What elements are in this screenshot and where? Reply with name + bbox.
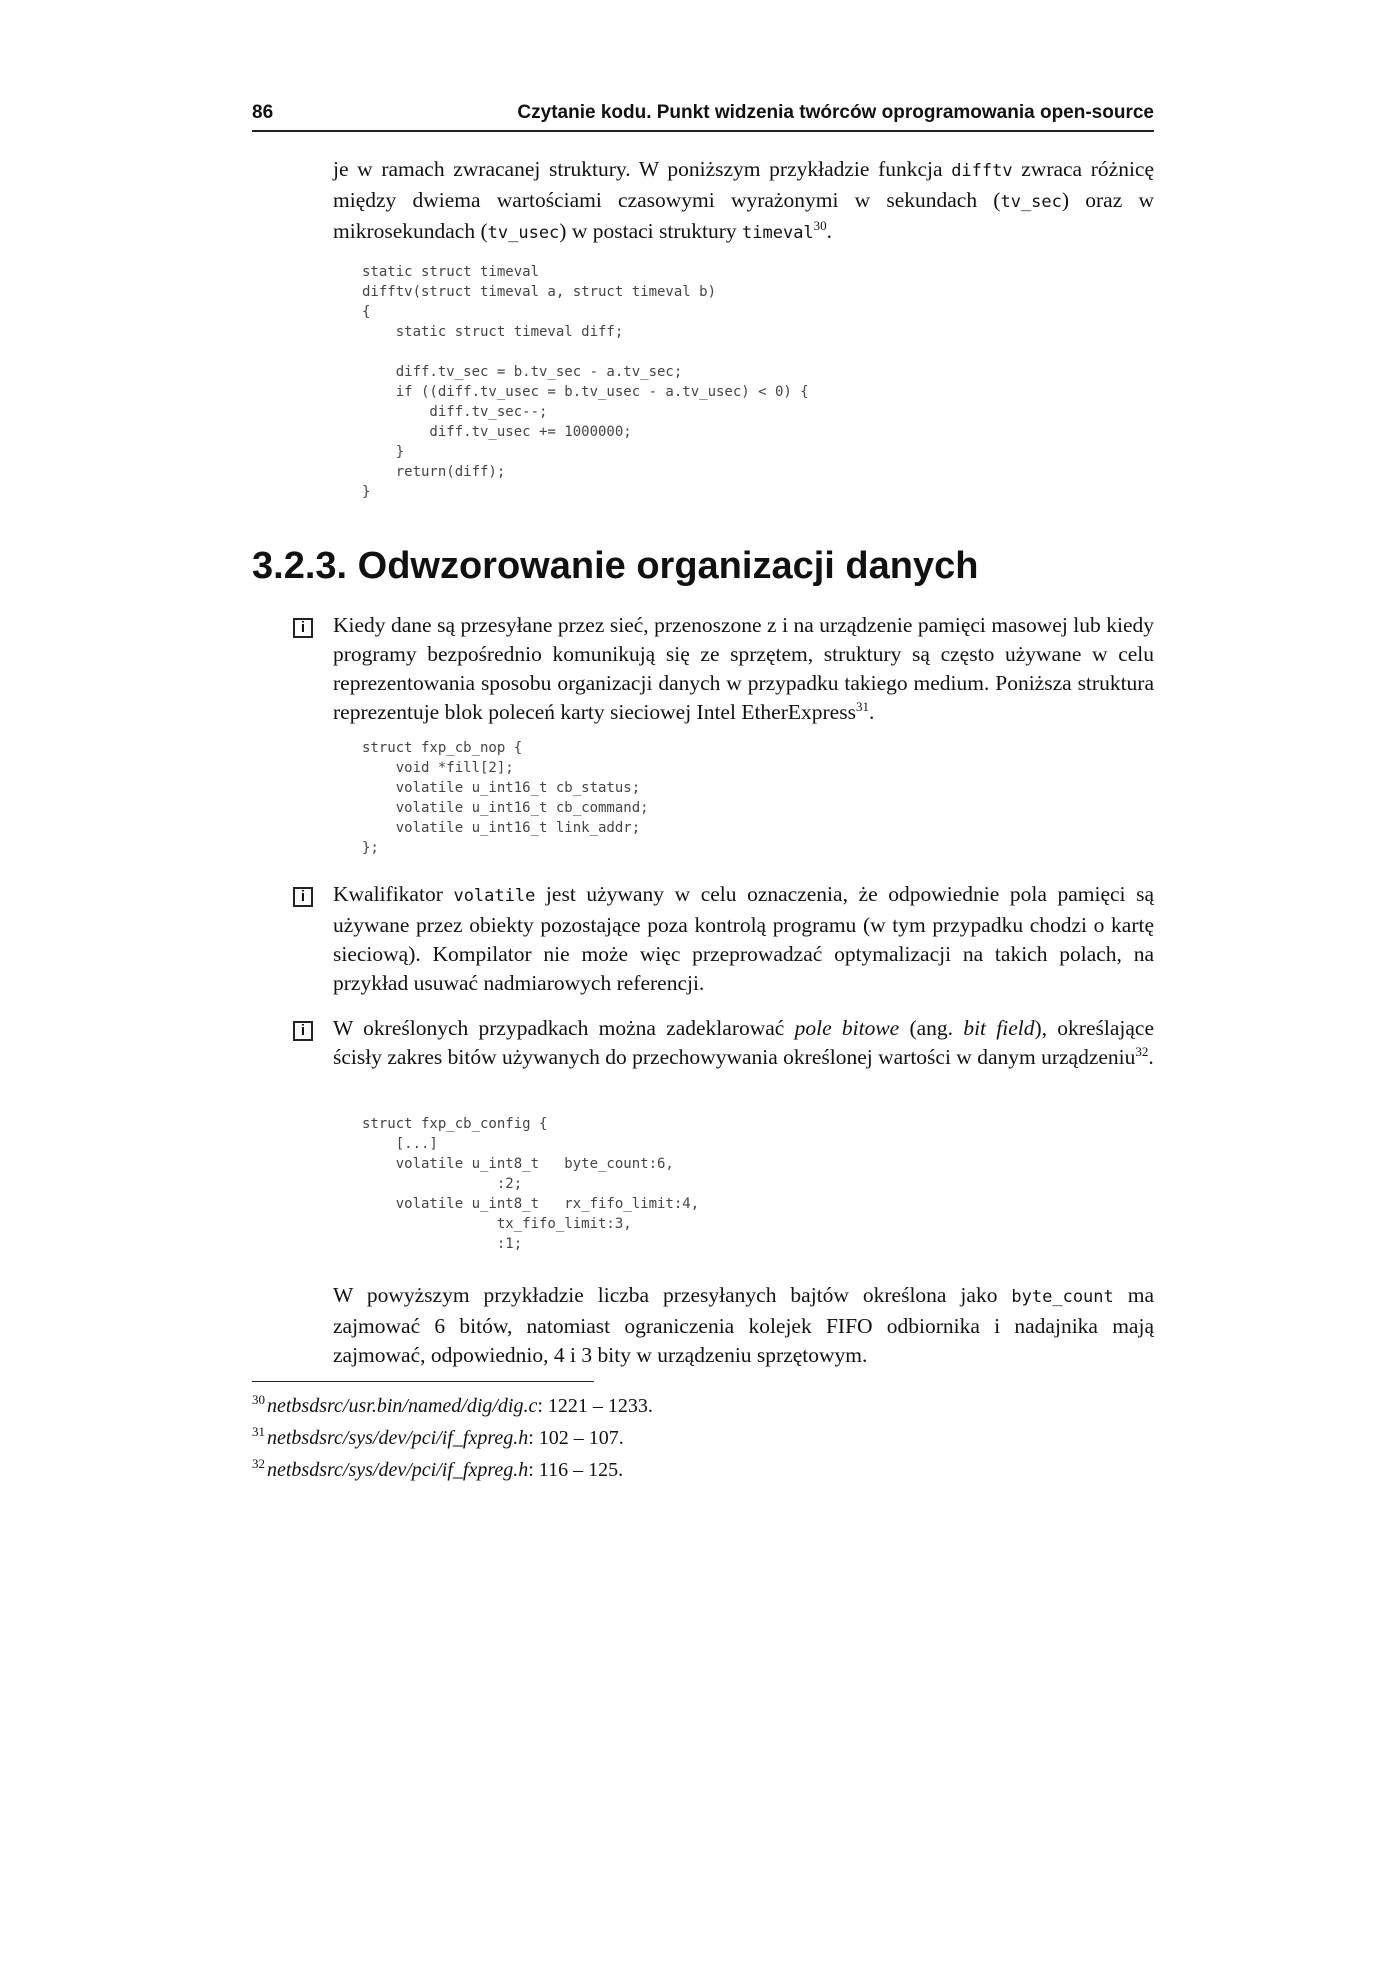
- footnote-ref: 32: [1135, 1043, 1149, 1059]
- inline-code: tv_usec: [487, 223, 560, 243]
- inline-code: volatile: [453, 886, 536, 906]
- inline-code: timeval: [742, 223, 814, 243]
- inline-code: tv_sec: [1000, 192, 1062, 212]
- footnote-divider: [252, 1381, 594, 1382]
- footnote-ref: 30: [813, 217, 827, 233]
- inline-code: byte_count: [1011, 1287, 1114, 1307]
- info-icon: i: [293, 618, 313, 638]
- footnote: $^{31}$ netbsdsrc/sys/dev/pci/if_fxpreg.h: 102 – 107.: [252, 1424, 624, 1449]
- paragraph-volatile: Kwalifikator volatile jest używany w celu oznaczenia, że odpowiednie pola pamięci są używane przez obiekty pozostające poza kontrolą programu (w tym przypadku chodzi o kartę sieciową). Kompilator nie może więc przeprowadzać optymalizacji na takich polach, na przykład usuwać nadmiarowych referencji.: [333, 882, 1155, 995]
- info-icon: i: [293, 1021, 313, 1041]
- footnote: $^{32}$ netbsdsrc/sys/dev/pci/if_fxpreg.h: 116 – 125.: [252, 1456, 624, 1481]
- info-icon: i: [293, 887, 313, 907]
- paragraph-data-organization: Kiedy dane są przesyłane przez sieć, przenoszone z i na urządzenie pamięci masowej lub kiedy programy bezpośrednio komunikują się ze sprzętem, struktury są często używane w celu reprezentowania sposobu organizacji danych w przypadku takiego medium. Poniższa struktura reprezentuje blok poleceń karty sieciowej Intel EtherExpress$^{31}$.: [333, 613, 1154, 724]
- footnote-ref: 31: [855, 698, 869, 714]
- running-title: Czytanie kodu. Punkt widzenia twórców oprogramowania open-source: [517, 102, 1154, 123]
- paragraph-bit-field: W określonych przypadkach można zadeklarować pole bitowe (ang. bit field), określające ścisły zakres bitów używanych do przechowywania określonej wartości w danym urządzeniu$^{32}$.: [333, 1016, 1154, 1069]
- code-listing-fxp-cb-config: struct fxp_cb_config { [...] volatile u_int8_t byte_count:6, :2; volatile u_int8_t rx_fifo_limit:4, tx_fifo_limit:3, :1;: [362, 1116, 700, 1252]
- paragraph-byte-count: W powyższym przykładzie liczba przesyłanych bajtów określona jako byte_count ma zajmować 6 bitów, natomiast ograniczenia kolejek FIFO odbiornika i nadajnika mają zajmować, odpowiednio, 4 i 3 bity w urządzeniu sprzętowym.: [333, 1283, 1154, 1367]
- footnote: $^{30}$ netbsdsrc/usr.bin/named/dig/dig.c: 1221 – 1233.: [252, 1392, 653, 1417]
- code-listing-fxp-cb-nop: struct fxp_cb_nop { void *fill[2]; volatile u_int16_t cb_status; volatile u_int16_t cb_command; volatile u_int16_t link_addr; };: [362, 740, 649, 856]
- intro-paragraph: je w ramach zwracanej struktury. W poniższym przykładzie funkcja difftv zwraca różnicę między dwiema wartościami czasowymi wyrażonymi w sekundach (tv_sec) oraz w mikrosekundach (tv_usec) w postaci struktury timeval$^{30}$.: [333, 157, 1155, 243]
- running-header: [252, 100, 1154, 132]
- page-number: 86: [252, 102, 274, 123]
- inline-code: difftv: [951, 161, 1013, 181]
- code-listing-difftv: static struct timeval difftv(struct timeval a, struct timeval b) { static struct timeval diff; diff.tv_sec = b.tv_sec - a.tv_sec; if ((diff.tv_usec = b.tv_usec - a.tv_usec) < 0) { diff.tv_sec--; diff.tv_usec += 1000000; } return(diff); }: [362, 264, 809, 500]
- section-heading: 3.2.3. Odwzorowanie organizacji danych: [252, 545, 979, 587]
